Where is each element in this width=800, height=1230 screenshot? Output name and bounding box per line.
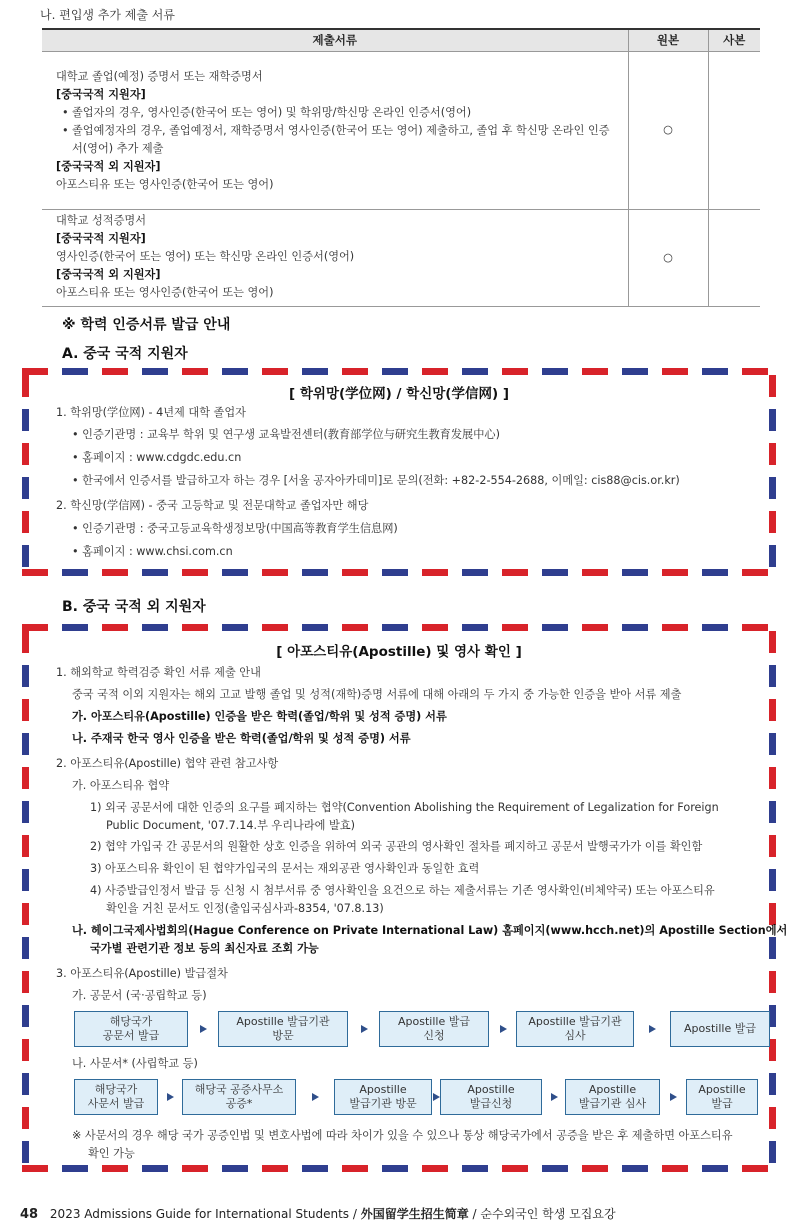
row1-line6: 아포스티유 또는 영사인증(한국어 또는 영어): [56, 178, 274, 191]
row2-line4: [중국국적 외 지원자]: [56, 267, 161, 281]
flow-arrow-icon: [500, 1025, 507, 1033]
flow-arrow-icon: [433, 1093, 440, 1101]
flow-arrow-icon: [167, 1093, 174, 1101]
row2-original-mark: ○: [628, 209, 708, 306]
row1-copy-cell: [708, 51, 760, 209]
b-p2-a2: 2) 협약 가입국 간 공문서의 원활한 상호 인증을 위하여 외국 공관의 영사확인 절차를 폐지하고 공문서 발행국가가 이를 확인함: [90, 840, 703, 853]
b-p1-b: 나. 주재국 한국 영사 인증을 받은 학력(졸업/학위 및 성적 증명) 서류: [72, 732, 411, 745]
documents-table: [42, 28, 760, 307]
section-b-box-title: [ 아포스티유(Apostille) 및 영사 확인 ]: [276, 644, 522, 660]
a-item1-bullet3: • 한국에서 인증서를 발급하고자 하는 경우 [서울 공자아카데미]로 문의(전화: +82-2-554-2688, 이메일: cis88@cis.or.kr): [72, 474, 680, 487]
notice-heading: ※ 학력 인증서류 발급 안내: [62, 317, 231, 333]
flow-step: 해당국가 사문서 발급: [74, 1079, 158, 1115]
a-item2-bullet1: • 인증기관명 : 중국고등교육학생정보망(中国高等教育学生信息网): [72, 522, 398, 535]
row2-line2: [중국국적 지원자]: [56, 231, 146, 245]
b-p3-a: 가. 공문서 (국·공립학교 등): [72, 989, 207, 1002]
footer-chinese-title: 外国留学生招生简章: [360, 1207, 469, 1221]
section-a-box-title: [ 학위망(学位网) / 학신망(学信网) ]: [289, 386, 509, 402]
flow-step: Apostille 발급기관 방문: [334, 1079, 432, 1115]
row1-bullet2: • 졸업예정자의 경우, 졸업예정서, 재학증명서 영사인증(한국어 또는 영어) 제출하고, 졸업 후 학신망 온라인 인증서(영어) 추가 제출: [56, 122, 618, 158]
flow-step: Apostille 발급기관 방문: [218, 1011, 348, 1047]
flow-step: Apostille 발급신청: [440, 1079, 542, 1115]
airmail-border-top: [22, 624, 776, 631]
row1-line5: [중국국적 외 지원자]: [56, 160, 161, 173]
table-header-row: [42, 29, 760, 51]
b-note-line1: ※ 사문서의 경우 해당 국가 공증인법 및 변호사법에 따라 차이가 있을 수 있으나 통상 해당국가에서 공증을 받은 후 제출하면 아포스티유: [72, 1129, 733, 1142]
row1-line2: [중국국적 지원자]: [56, 88, 146, 101]
b-p2-b-line1: 나. 헤이그국제사법회의(Hague Conference on Private International Law) 홈페이지(www.hcch.net)의 Apostille Section에서: [72, 924, 788, 937]
page-number: 48: [20, 1207, 39, 1222]
airmail-border-left: [22, 631, 29, 1165]
table-row: [42, 209, 760, 306]
section-a-heading: A. 중국 국적 지원자: [62, 346, 188, 362]
a-item2-bullet2: • 홈페이지 : www.chsi.com.cn: [72, 545, 233, 558]
flow-arrow-icon: [200, 1025, 207, 1033]
header-copy: 사본: [708, 29, 760, 51]
table-row: [42, 51, 760, 209]
row2-copy-cell: [708, 209, 760, 306]
row2-line3: 영사인증(한국어 또는 영어) 또는 학신망 온라인 인증서(영어): [56, 249, 355, 263]
page-footer: [20, 1205, 616, 1222]
b-p2: 2. 아포스티유(Apostille) 협약 관련 참고사항: [56, 757, 279, 770]
b-p1-a: 가. 아포스티유(Apostille) 인증을 받은 학력(졸업/학위 및 성적 증명) 서류: [72, 710, 447, 723]
airmail-border-bottom: [22, 1165, 776, 1172]
flow-step: 해당국가 공문서 발급: [74, 1011, 188, 1047]
a-item1-bullet2: • 홈페이지 : www.cdgdc.edu.cn: [72, 451, 242, 464]
row2-line1: 대학교 성적증명서: [56, 213, 147, 227]
flow-arrow-icon: [312, 1093, 319, 1101]
header-documents: 제출서류: [42, 29, 628, 51]
footer-korean-title: 순수외국인 학생 모집요강: [480, 1207, 616, 1221]
a-item2: 2. 학신망(学信网) - 중국 고등학교 및 전문대학교 졸업자만 해당: [56, 499, 369, 512]
section-a-box: [22, 368, 776, 576]
flow-arrow-icon: [551, 1093, 558, 1101]
row1-bullet1: • 졸업자의 경우, 영사인증(한국어 또는 영어) 및 학위망/학신망 온라인 인증서(영어): [56, 104, 618, 122]
a-item1-bullet1: • 인증기관명 : 교육부 학위 및 연구생 교육발전센터(教育部学位与研究生教育发展中心): [72, 428, 500, 441]
b-p2-b-line2: 국가별 관련기관 정보 등의 최신자료 조회 가능: [90, 942, 319, 955]
airmail-border-left: [22, 375, 29, 569]
flow-arrow-icon: [670, 1093, 677, 1101]
b-p2-a: 가. 아포스티유 협약: [72, 779, 170, 792]
b-p2-a4-line2: 확인을 거친 문서도 인정(출입국심사과-8354, '07.8.13): [106, 902, 384, 915]
b-p2-a3: 3) 아포스티유 확인이 된 협약가입국의 문서는 재외공관 영사확인과 동일한 효력: [90, 862, 480, 875]
flow-step: 해당국 공증사무소 공증*: [182, 1079, 296, 1115]
flow-step: Apostille 발급기관 심사: [516, 1011, 634, 1047]
b-p2-a4-line1: 4) 사증발급인정서 발급 등 신청 시 첨부서류 중 영사확인을 요건으로 하는 제출서류는 기존 영사확인(비체약국) 또는 아포스티유: [90, 884, 715, 897]
airmail-border-bottom: [22, 569, 776, 576]
section-b-heading: B. 중국 국적 외 지원자: [62, 599, 206, 615]
flow-step: Apostille 발급기관 심사: [565, 1079, 660, 1115]
section-title: 나. 편입생 추가 제출 서류: [40, 8, 175, 22]
b-p3-b: 나. 사문서* (사립학교 등): [72, 1057, 198, 1070]
b-p3: 3. 아포스티유(Apostille) 발급절차: [56, 967, 228, 980]
section-b-box: [22, 624, 788, 1172]
flow-step: Apostille 발급: [686, 1079, 758, 1115]
flow-step: Apostille 발급 신청: [379, 1011, 489, 1047]
b-p1-text: 중국 국적 이외 지원자는 해외 고교 발행 졸업 및 성적(재학)증명 서류에 대해 아래의 두 가지 중 가능한 인증을 받아 서류 제출: [72, 688, 682, 701]
airmail-border-right: [769, 631, 776, 1165]
flow-step: Apostille 발급: [670, 1011, 770, 1047]
footer-separator: /: [468, 1207, 481, 1221]
row1-line1: 대학교 졸업(예정) 증명서 또는 재학증명서: [56, 70, 263, 83]
footer-separator: /: [349, 1207, 361, 1221]
b-p1: 1. 해외학교 학력검증 확인 서류 제출 안내: [56, 666, 261, 679]
airmail-border-right: [769, 375, 776, 569]
row1-original-mark: ○: [628, 51, 708, 209]
a-item1: 1. 학위망(学位网) - 4년제 대학 졸업자: [56, 406, 246, 419]
footer-title: 2023 Admissions Guide for International Students: [49, 1207, 350, 1221]
b-note-line2: 확인 가능: [88, 1147, 135, 1160]
airmail-border-top: [22, 368, 776, 375]
flow-arrow-icon: [361, 1025, 368, 1033]
row2-line5: 아포스티유 또는 영사인증(한국어 또는 영어): [56, 285, 274, 299]
b-p2-a1-line1: 1) 외국 공문서에 대한 인증의 요구를 폐지하는 협약(Convention Abolishing the Requirement of Legalization for Foreign: [90, 801, 719, 814]
b-p2-a1-line2: Public Document, '07.7.14.부 우리나라에 발효): [106, 819, 356, 832]
flow-arrow-icon: [649, 1025, 656, 1033]
header-original: 원본: [628, 29, 708, 51]
